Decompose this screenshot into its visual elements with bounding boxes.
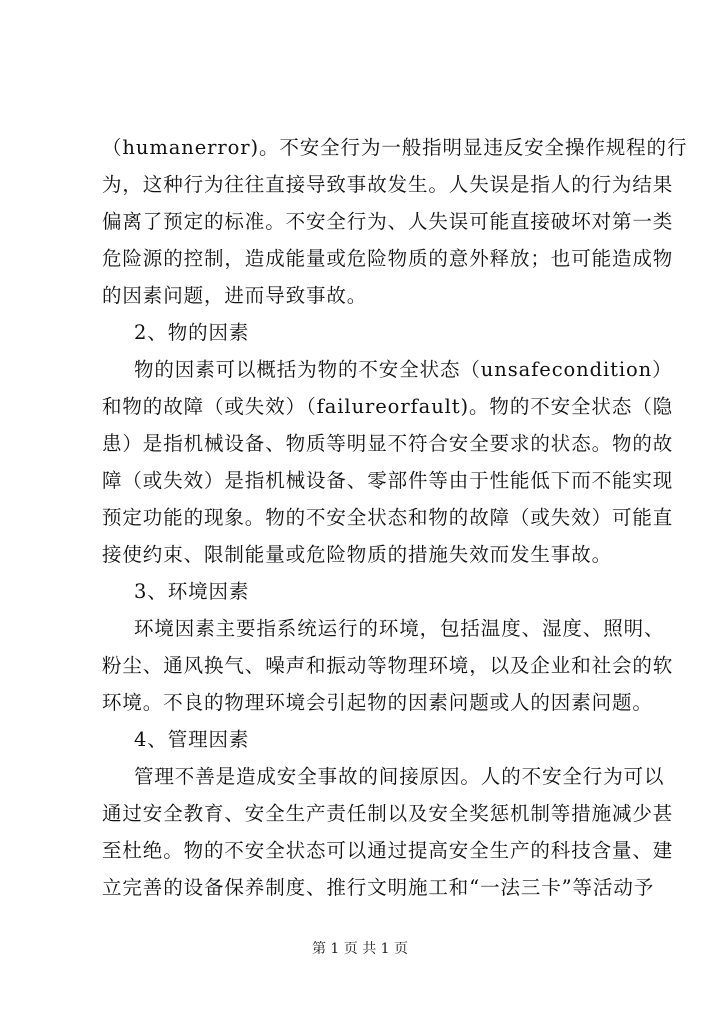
body-text-line: 至杜绝。物的不安全状态可以通过提高安全生产的科技含量、建 [102,839,674,862]
body-text-line: 通过安全教育、安全生产责任制以及安全奖惩机制等措施减少甚 [102,802,674,825]
body-text-line: 障（或失效）是指机械设备、零部件等由于性能低下而不能实现 [102,469,674,492]
section-heading: 2、物的因素 [134,321,250,344]
body-text-line: 管理不善是造成安全事故的间接原因。人的不安全行为可以 [134,765,665,788]
body-text-line: 预定功能的现象。物的不安全状态和物的故障（或失效）可能直 [102,506,674,529]
section-heading: 4、管理因素 [134,728,250,751]
body-text-line: 接使约束、限制能量或危险物质的措施失效而发生事故。 [102,543,613,566]
body-text-line: 为，这种行为往往直接导致事故发生。人失误是指人的行为结果 [102,173,674,196]
body-text-line: 的因素问题，进而导致事故。 [102,284,368,307]
body-text-line: 环境。不良的物理环境会引起物的因素问题或人的因素问题。 [102,691,653,714]
body-text-line: 和物的故障（或失效）（failureorfault)。物的不安全状态（隐 [102,395,674,418]
body-text-line: 偏离了预定的标准。不安全行为、人失误可能直接破坏对第一类 [102,210,674,233]
body-text-line: 物的因素可以概括为物的不安全状态（unsafecondition） [134,358,673,381]
body-text-line: 立完善的设备保养制度、推行文明施工和“一法三卡”等活动予 [102,876,655,899]
body-text-line: （humanerror)。不安全行为一般指明显违反安全操作规程的行 [102,136,688,159]
body-text-line: 危险源的控制，造成能量或危险物质的意外释放；也可能造成物 [102,247,674,270]
page-number-footer: 第 1 页 共 1 页 [311,941,409,957]
body-text-line: 患）是指机械设备、物质等明显不符合安全要求的状态。物的故 [102,432,674,455]
body-text-line: 粉尘、通风换气、噪声和振动等物理环境，以及企业和社会的软 [102,654,674,677]
section-heading: 3、环境因素 [134,580,250,603]
body-text-line: 环境因素主要指系统运行的环境，包括温度、湿度、照明、 [134,617,665,640]
